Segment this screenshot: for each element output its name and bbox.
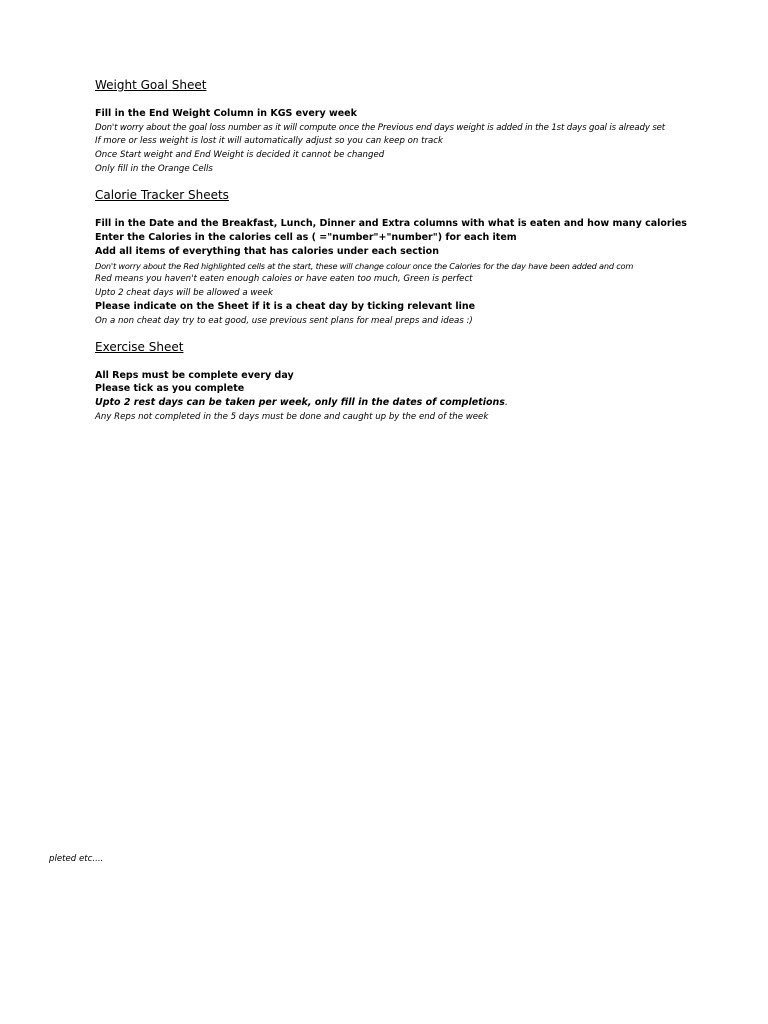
cheat-day-note: On a non cheat day try to eat good, use previous sent plans for meal preps and ideas :) — [95, 316, 473, 326]
weight-goal-heading: Weight Goal Sheet — [95, 78, 207, 92]
exercise-note: Any Reps not completed in the 5 days must be done and caught up by the end of the week — [95, 412, 489, 422]
calorie-tracker-heading: Calorie Tracker Sheets — [95, 188, 229, 202]
overflow-text-fragment: pleted etc.... — [49, 854, 104, 864]
exercise-heading: Exercise Sheet — [95, 340, 184, 354]
weight-goal-note: Don't worry about the goal loss number as it will compute once the Previous end days weight is added in the 1st days goal is already set — [95, 123, 666, 133]
calorie-tracker-note: Red means you haven't eaten enough caloies or have eaten too much, Green is perfect — [95, 274, 473, 284]
rest-days-text: Upto 2 rest days can be taken per week, only fill in the dates of completions — [95, 397, 505, 408]
weight-goal-instruction: Fill in the End Weight Column in KGS every week — [95, 108, 357, 119]
calorie-tracker-instruction: Add all items of everything that has calories under each section — [95, 246, 439, 257]
cheat-day-instruction: Please indicate on the Sheet if it is a cheat day by ticking relevant line — [95, 301, 476, 312]
calorie-tracker-note: Upto 2 cheat days will be allowed a week — [95, 288, 273, 298]
calorie-tracker-instruction: Enter the Calories in the calories cell as ( ="number"+"number") for each item — [95, 232, 517, 243]
weight-goal-note: Once Start weight and End Weight is decided it cannot be changed — [95, 150, 385, 160]
weight-goal-note: If more or less weight is lost it will automatically adjust so you can keep on track — [95, 136, 443, 146]
weight-goal-note: Only fill in the Orange Cells — [95, 164, 213, 174]
rest-days-instruction — [95, 398, 508, 408]
exercise-instruction: All Reps must be complete every day — [95, 370, 294, 381]
calorie-tracker-instruction: Fill in the Date and the Breakfast, Lunch, Dinner and Extra columns with what is eaten and how many calories — [95, 218, 687, 229]
exercise-instruction: Please tick as you complete — [95, 383, 245, 394]
rest-days-period: . — [504, 397, 508, 408]
calorie-tracker-note: Don't worry about the Red highlighted cells at the start, these will change colour once the Calories for the day have been added and com — [95, 261, 634, 271]
